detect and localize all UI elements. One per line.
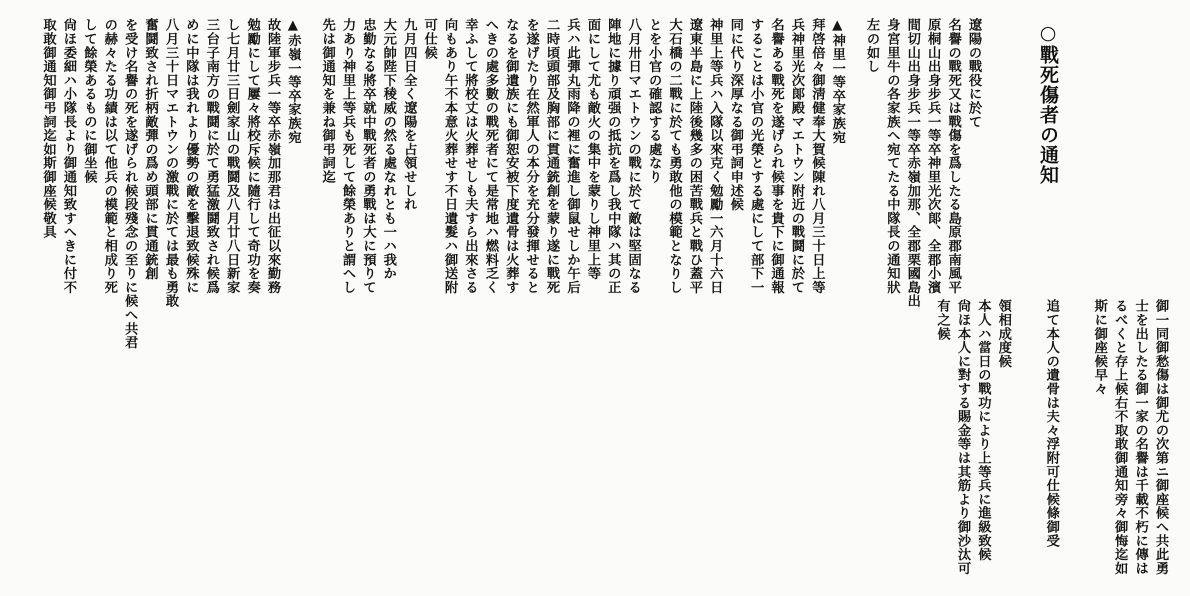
text-column: 神里上等兵ハ入隊以來克く勉勵一六月十六日 bbox=[707, 18, 723, 294]
text-column: 故陸軍步兵一等卒赤嶺加那君は出征以來勤務 bbox=[265, 18, 280, 294]
text-column: ▲赤嶺一等卒家族宛 bbox=[285, 18, 301, 144]
text-column: 大石橋の二戰に於ても勇敢他の模範となりし bbox=[666, 18, 682, 294]
text-column: 追て本人の遺骨は夫々浮附可仕候條御受 bbox=[1043, 299, 1059, 548]
text-column: 八月卅日マエトウンの戰に於て敵は堅固なる bbox=[625, 18, 641, 294]
text-column: るべくと存上候右不取敢御通知旁々御悔迄如 bbox=[1112, 299, 1128, 575]
text-column: 可仕候 bbox=[421, 18, 437, 60]
article-body-continuation bbox=[908, 299, 1170, 584]
text-column: 左の如し bbox=[863, 18, 879, 74]
text-column: 間切山出身步兵一等卒赤嶺加那、全郡栗國島出 bbox=[904, 18, 920, 308]
text-column: 原桐山出身步兵一等卒神里光次郞、全郡小濱 bbox=[925, 18, 941, 294]
text-column: 面にして尤も敵火の集中を蒙りし神里上等 bbox=[584, 18, 600, 281]
text-column: とを小官の確認する處なり bbox=[646, 18, 662, 184]
text-column: 遼陽の戰役に於て bbox=[966, 18, 981, 129]
text-column: 陣地に據り頑强の抵抗を爲し我中隊ハ其の正 bbox=[605, 18, 621, 294]
text-column: 遼東半島に上陸後幾多の困苦戰兵と戰ひ蓋平 bbox=[686, 18, 702, 294]
text-column: 本人ハ當日の戰功により上等兵に進級致候 bbox=[975, 299, 991, 562]
text-column: 向もあり午不本意火葬せす不日遺髮ハ御送附 bbox=[442, 18, 458, 294]
text-column: 名譽の戰死又は戰傷を爲したる島原郡南風平 bbox=[945, 18, 961, 294]
text-column: 御一同御愁傷は御尤の次第ニ御座候へ共此勇 bbox=[1153, 299, 1168, 575]
text-column: 力あり神里上等兵も死して餘榮ありと謂へし bbox=[340, 18, 356, 294]
text-column: 有之候 bbox=[934, 299, 950, 341]
text-column: 先は御通知を兼ね御弔詞迄 bbox=[319, 18, 335, 184]
text-column: 身宮里牛の各家族へ宛てたる中隊長の通知狀 bbox=[884, 18, 900, 294]
text-column: し七月廿三日劍家山の戰鬪及八月廿八日新家 bbox=[224, 18, 240, 294]
text-column: 尙ほ委細ハ小隊長より御通知致すへきに付不 bbox=[60, 18, 76, 294]
text-column: 三台子南方の戰鬪に於て勇猛激鬪致され候爲 bbox=[203, 18, 219, 294]
text-column: を受け名譽の死を遂げられ候段殘念の至りに候へ共君 bbox=[122, 18, 138, 350]
text-column: を遂げたり在然軍人の本分を充分發揮せると bbox=[523, 18, 539, 294]
text-column: 取敢御通知御弔詞迄如斯御座候敬具 bbox=[40, 18, 56, 239]
text-column: 二時頃頭部及胸部に貫通銃創を蒙り遂に戰死 bbox=[544, 18, 560, 294]
text-column bbox=[0, 18, 37, 463]
text-column: 勉勵にして屢々將校斥候に隨行して奇功を奏 bbox=[244, 18, 260, 294]
text-column: 兵ハ此彈丸雨降の裡に奮進し御鼠せしか午后 bbox=[564, 18, 580, 294]
text-column: なるを御遺族にも御恕安被下度遺骨は火葬す bbox=[503, 18, 519, 294]
article-title: ○戰死傷者の通知 bbox=[1037, 22, 1059, 185]
text-column: 九月四日全く遼陽を占領せしれ bbox=[401, 18, 417, 212]
text-column: 大元帥陛下稜威の然る處なれとも一ハ我か bbox=[380, 18, 396, 281]
text-column: 拜啓倍々御淸健奉大賀候陳れ八月三十日上等 bbox=[809, 18, 825, 294]
text-column: 斯に御座候早々 bbox=[1091, 299, 1107, 396]
text-column: へきの處多數の戰死者にて是常地ハ燃料乏く bbox=[482, 18, 498, 294]
text-column: ▲神里一等卒家族宛 bbox=[829, 18, 845, 144]
text-column: 士を出したる御一家の名譽は千載不朽に傳は bbox=[1132, 299, 1148, 575]
text-column: して餘榮あるものに御坐候 bbox=[81, 18, 97, 184]
text-column: 奮鬪致され折柄敵彈の爲め頭部に貫通銃創 bbox=[142, 18, 158, 281]
text-column: 八月三十日マエトウンの激戰に於ては最も勇敢 bbox=[162, 18, 178, 308]
text-column: 尙ほ本人に對する賜金等は其筋より御沙汰可 bbox=[954, 299, 970, 575]
text-column: 忠勤なる將卒就中戰死者の勇戰は大に預りて bbox=[360, 18, 376, 294]
text-column: することは小官の光榮とする處にして部下一 bbox=[748, 18, 764, 294]
text-column: めに中隊は我れより優勢の敵を擊退致候殊に bbox=[183, 18, 199, 294]
text-column: の赫々たる功績は以て他兵の模範と相成り死 bbox=[101, 18, 117, 294]
text-column: 兵神里光次郞殿マエトウン附近の戰鬪に於て bbox=[788, 18, 804, 294]
text-column: 同に代り深厚なる御弔詞申述候 bbox=[727, 18, 743, 212]
text-column: 名譽ある戰死を遂げられ候事を貴下に御通報 bbox=[768, 18, 784, 294]
text-column: 幸ふして將校丈は火葬せしも夫すら出來さる bbox=[462, 18, 478, 294]
text-column: 領相成度候 bbox=[995, 299, 1011, 368]
